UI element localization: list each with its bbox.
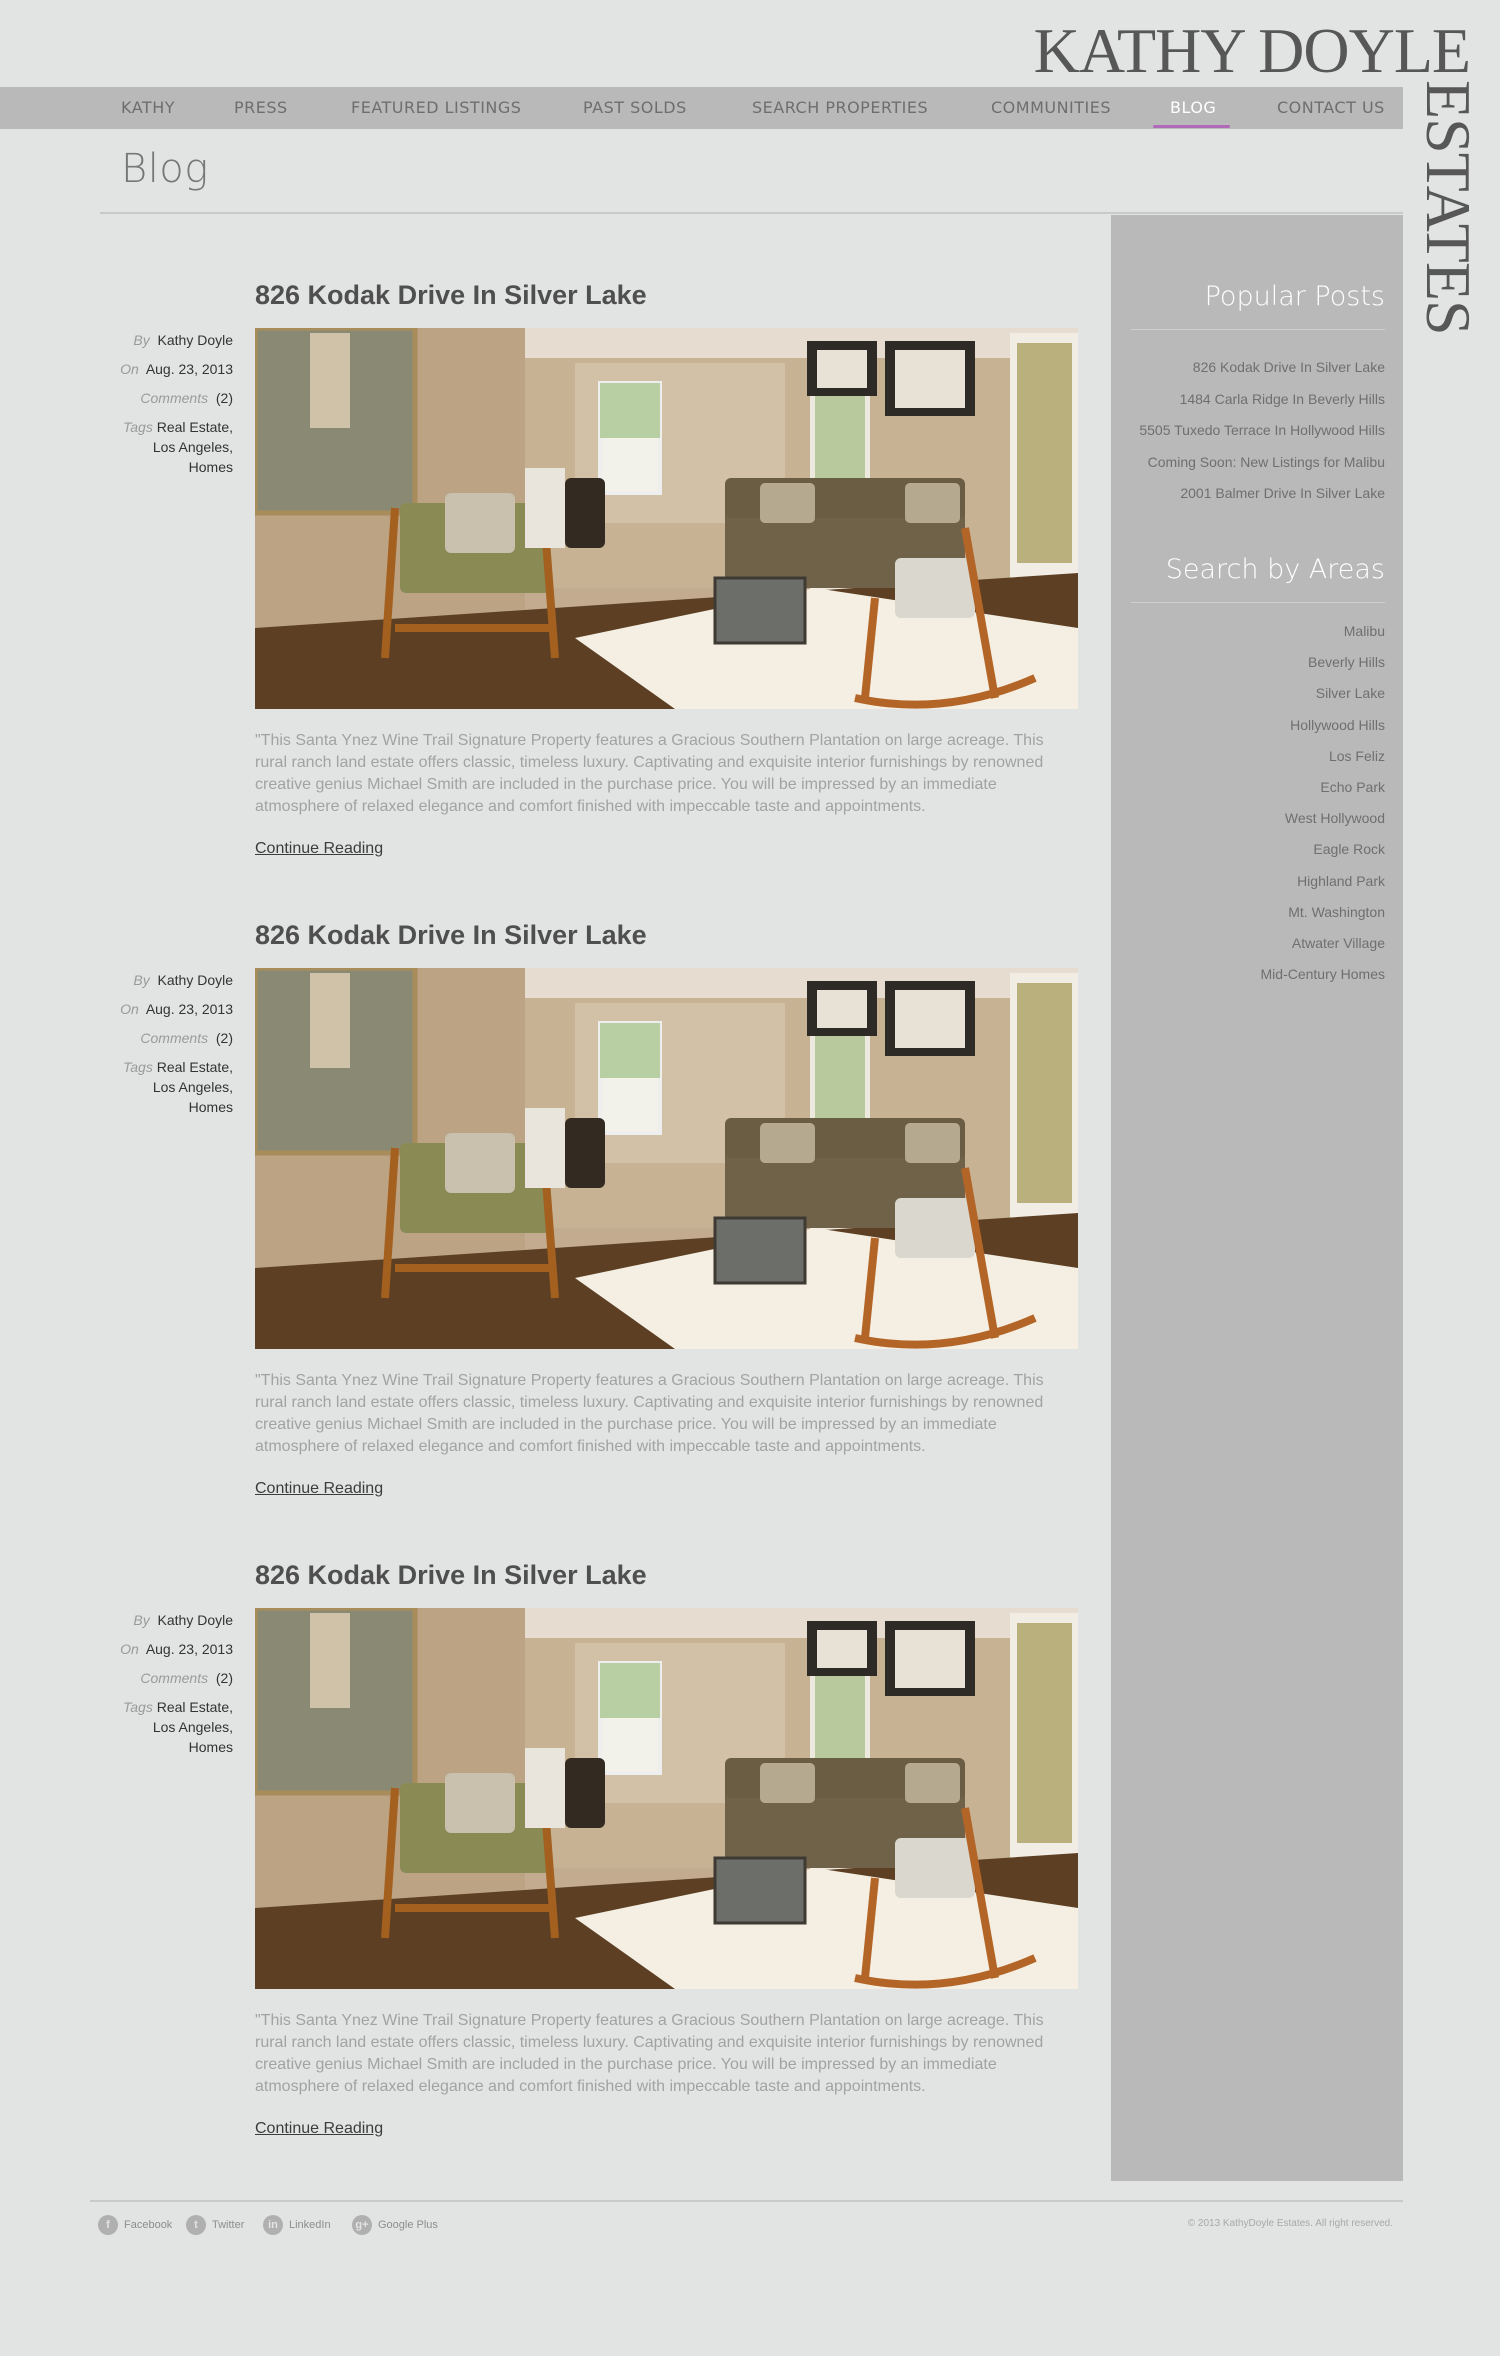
post-tag[interactable]: Real Estate,: [156, 419, 233, 435]
nav-item-communities[interactable]: COMMUNITIES: [991, 98, 1112, 117]
post-tag[interactable]: Homes: [188, 459, 233, 475]
continue-reading-link[interactable]: Continue Reading: [255, 840, 384, 857]
popular-post-link[interactable]: 5505 Tuxedo Terrace In Hollywood Hills: [1139, 422, 1385, 438]
main-nav: [0, 87, 1403, 129]
social-label: LinkedIn: [289, 2219, 331, 2231]
sidebar: [1111, 215, 1403, 2181]
living-room-photo-art: [255, 968, 1078, 1349]
post-tag[interactable]: Real Estate,: [156, 1059, 233, 1075]
tags-label: Tags: [123, 1699, 153, 1715]
by-label: By: [133, 332, 150, 348]
area-link[interactable]: Mt. Washington: [1288, 903, 1385, 920]
post-photo[interactable]: [255, 968, 1078, 1349]
nav-item-press[interactable]: PRESS: [234, 98, 288, 117]
popular-posts-title: Popular Posts: [1204, 281, 1385, 312]
on-label: On: [120, 361, 139, 377]
post-photo[interactable]: [255, 1608, 1078, 1989]
continue-reading-link[interactable]: Continue Reading: [255, 2120, 384, 2137]
living-room-photo-art: [255, 328, 1078, 709]
popular-post-link[interactable]: Coming Soon: New Listings for Malibu: [1147, 453, 1385, 470]
brand-tagline-vertical: ESTATES: [1413, 80, 1484, 335]
twitter-icon: t: [186, 2215, 206, 2235]
tags-label: Tags: [123, 419, 153, 435]
area-link[interactable]: Beverly Hills: [1307, 654, 1385, 671]
area-link[interactable]: West Hollywood: [1284, 810, 1385, 827]
post-author[interactable]: Kathy Doyle: [157, 972, 233, 988]
area-link[interactable]: Mid-Century Homes: [1260, 966, 1385, 983]
post-author[interactable]: Kathy Doyle: [157, 332, 233, 348]
continue-reading-link[interactable]: Continue Reading: [255, 1480, 384, 1497]
search-by-areas-title: Search by Areas: [1165, 554, 1385, 585]
widget-divider: [1131, 329, 1385, 330]
area-link[interactable]: Malibu: [1343, 623, 1385, 639]
social-label: Facebook: [124, 2219, 173, 2231]
post-title[interactable]: 826 Kodak Drive In Silver Lake: [255, 1560, 647, 1590]
nav-item-search-properties[interactable]: SEARCH PROPERTIES: [752, 98, 929, 117]
post-excerpt: "This Santa Ynez Wine Trail Signature Property features a Gracious Southern Plantation on large acreage. This rural ranch land estate offers classic, timeless luxury. Captivating and exquisite interior furnishings by renowned creative genius Michael Smith are included in the purchase price. You will be impressed by an immediate atmosphere of relaxed elegance and comfort finished with impeccable taste and appointments.: [255, 732, 1044, 815]
post-tag[interactable]: Homes: [188, 1739, 233, 1755]
page-title: Blog: [121, 146, 209, 192]
copyright: © 2013 KathyDoyle Estates. All right reserved.: [1187, 2218, 1393, 2229]
area-link[interactable]: Atwater Village: [1291, 935, 1385, 951]
post-title[interactable]: 826 Kodak Drive In Silver Lake: [255, 280, 647, 310]
comments-label: Comments: [140, 1030, 209, 1046]
nav-item-blog[interactable]: BLOG: [1170, 98, 1217, 117]
area-link[interactable]: Highland Park: [1297, 872, 1385, 889]
nav-item-past-solds[interactable]: PAST SOLDS: [583, 98, 687, 117]
social-link-linkedin[interactable]: [263, 2214, 331, 2236]
area-link[interactable]: Eagle Rock: [1313, 841, 1385, 858]
by-label: By: [133, 1612, 150, 1628]
brand-logo[interactable]: KATHY DOYLE: [1033, 15, 1470, 86]
post-author[interactable]: Kathy Doyle: [157, 1612, 233, 1628]
nav-item-kathy[interactable]: KATHY: [121, 98, 175, 117]
area-link[interactable]: Echo Park: [1320, 779, 1385, 795]
footer-divider: [90, 2200, 1403, 2202]
post-excerpt: "This Santa Ynez Wine Trail Signature Property features a Gracious Southern Plantation on large acreage. This rural ranch land estate offers classic, timeless luxury. Captivating and exquisite interior furnishings by renowned creative genius Michael Smith are included in the purchase price. You will be impressed by an immediate atmosphere of relaxed elegance and comfort finished with impeccable taste and appointments.: [255, 2012, 1044, 2095]
social-link-google-plus[interactable]: [352, 2214, 438, 2236]
post-tag[interactable]: Los Angeles,: [152, 1719, 233, 1735]
post-tag[interactable]: Homes: [188, 1099, 233, 1115]
linkedin-icon: in: [263, 2215, 283, 2235]
post-comments-count[interactable]: (2): [215, 1030, 233, 1046]
post-date: Aug. 23, 2013: [145, 1641, 233, 1657]
post-photo[interactable]: [255, 328, 1078, 709]
post-tag[interactable]: Los Angeles,: [152, 439, 233, 455]
nav-item-featured-listings[interactable]: FEATURED LISTINGS: [351, 98, 522, 117]
google-plus-icon: g+: [352, 2215, 372, 2235]
social-link-facebook[interactable]: [98, 2214, 172, 2236]
post-date: Aug. 23, 2013: [145, 1001, 233, 1017]
post-date: Aug. 23, 2013: [145, 361, 233, 377]
popular-post-link[interactable]: 1484 Carla Ridge In Beverly Hills: [1179, 390, 1385, 407]
title-divider: [100, 212, 1403, 214]
living-room-photo-art: [255, 1608, 1078, 1989]
post-tag[interactable]: Real Estate,: [156, 1699, 233, 1715]
social-label: Twitter: [212, 2219, 245, 2231]
area-link[interactable]: Los Feliz: [1328, 747, 1385, 764]
post-excerpt: "This Santa Ynez Wine Trail Signature Property features a Gracious Southern Plantation on large acreage. This rural ranch land estate offers classic, timeless luxury. Captivating and exquisite interior furnishings by renowned creative genius Michael Smith are included in the purchase price. You will be impressed by an immediate atmosphere of relaxed elegance and comfort finished with impeccable taste and appointments.: [255, 1372, 1044, 1455]
post-comments-count[interactable]: (2): [215, 1670, 233, 1686]
by-label: By: [133, 972, 150, 988]
popular-post-link[interactable]: 826 Kodak Drive In Silver Lake: [1192, 359, 1385, 375]
comments-label: Comments: [140, 390, 209, 406]
post-comments-count[interactable]: (2): [215, 390, 233, 406]
comments-label: Comments: [140, 1670, 209, 1686]
area-link[interactable]: Silver Lake: [1315, 685, 1385, 702]
tags-label: Tags: [123, 1059, 153, 1075]
area-link[interactable]: Hollywood Hills: [1290, 716, 1385, 733]
facebook-icon: f: [98, 2215, 118, 2235]
post-tag[interactable]: Los Angeles,: [152, 1079, 233, 1095]
post-title[interactable]: 826 Kodak Drive In Silver Lake: [255, 920, 647, 950]
on-label: On: [120, 1001, 139, 1017]
widget-divider: [1131, 602, 1385, 603]
nav-active-indicator: [1153, 125, 1230, 128]
popular-post-link[interactable]: 2001 Balmer Drive In Silver Lake: [1180, 485, 1385, 501]
nav-item-contact-us[interactable]: CONTACT US: [1277, 98, 1385, 117]
social-label: Google Plus: [378, 2219, 438, 2231]
on-label: On: [120, 1641, 139, 1657]
social-link-twitter[interactable]: [186, 2214, 244, 2236]
